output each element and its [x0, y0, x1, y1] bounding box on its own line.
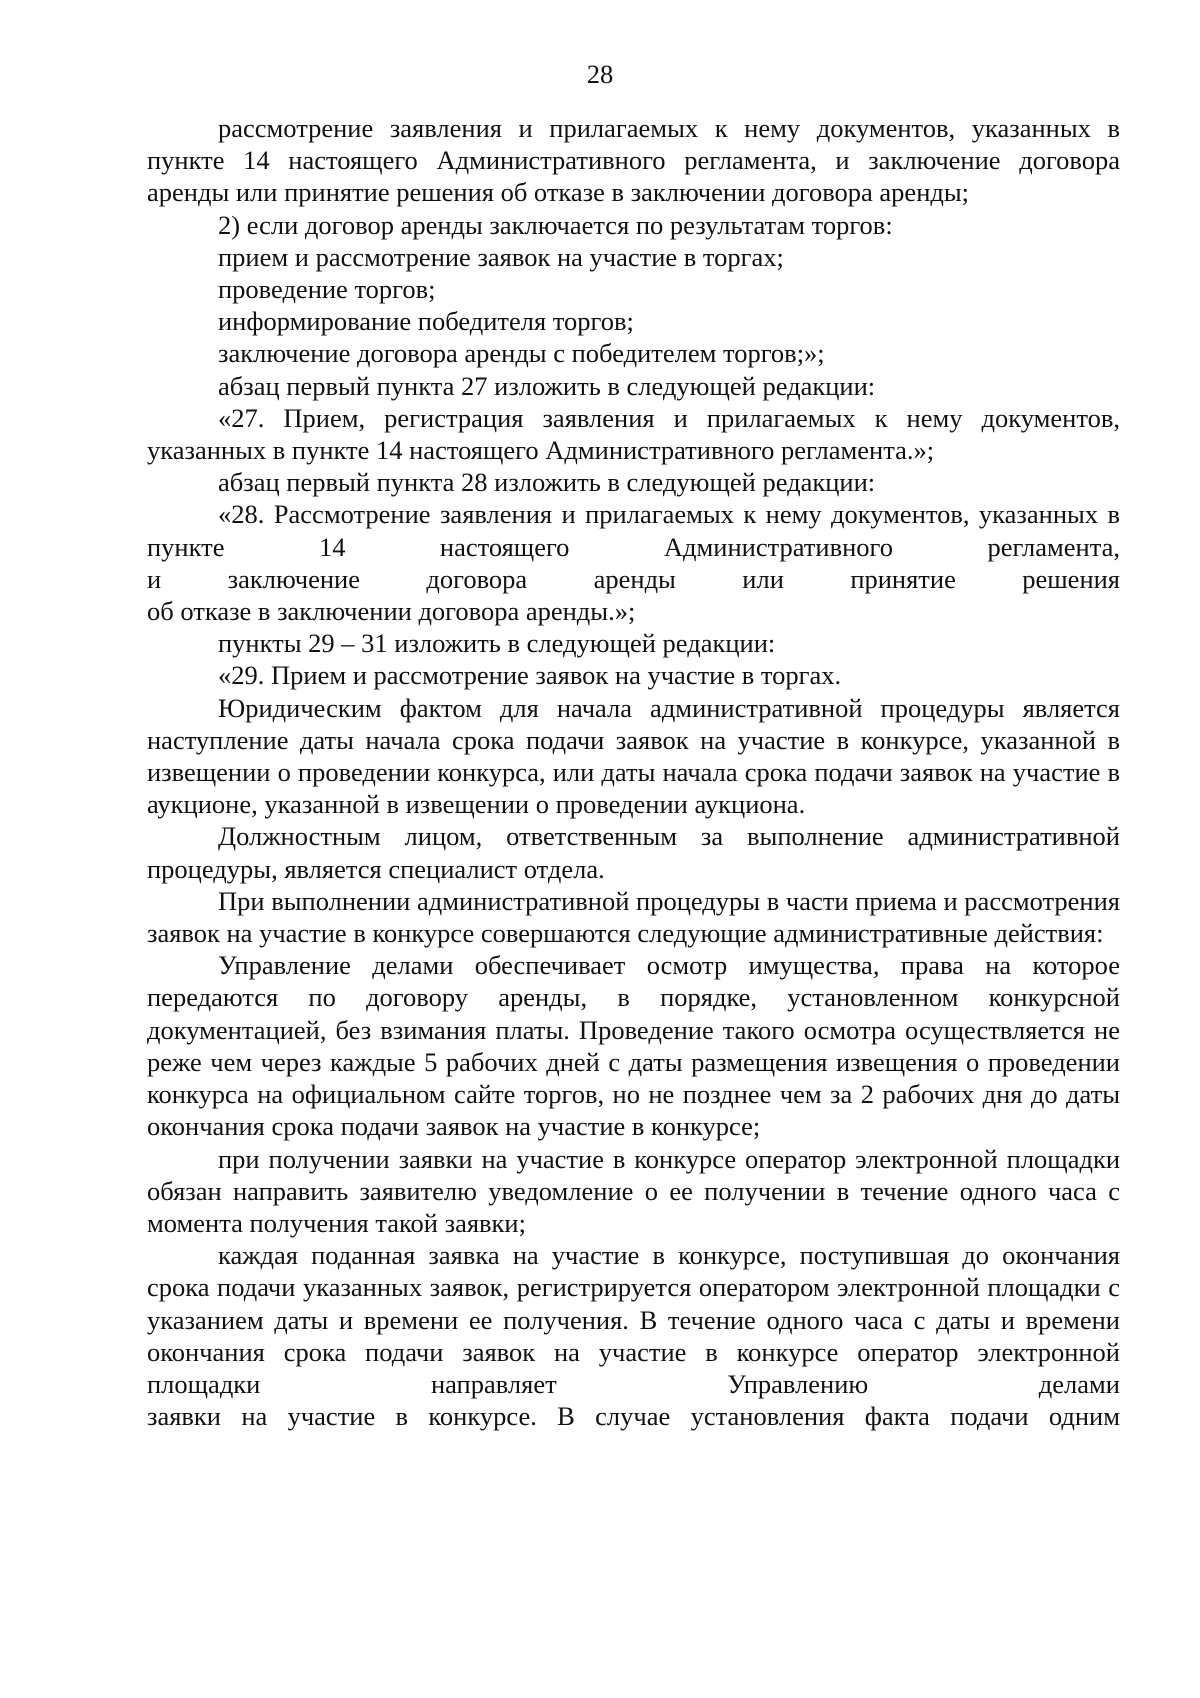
paragraph: абзац первый пункта 28 изложить в следующей редакции:: [218, 467, 876, 498]
paragraph: пункты 29 – 31 изложить в следующей редакции:: [218, 628, 776, 659]
paragraph: «29. Прием и рассмотрение заявок на участие в торгах.: [218, 660, 842, 691]
paragraph: Юридическим фактом для начала административной процедуры является наступление даты начала срока подачи заявок на участие в конкурсе, указанной в извещении о проведении конкурса, или даты начала срока подачи заявок на участие в аукционе, указанной в извещении о проведении аукциона.: [147, 692, 1120, 820]
paragraph: 2) если договор аренды заключается по результатам торгов:: [218, 209, 893, 240]
paragraph: проведение торгов;: [218, 274, 436, 305]
paragraph: и заключение договора аренды или принятие решения: [147, 563, 1120, 594]
page-number: 28: [586, 59, 614, 89]
document-body: [147, 112, 1120, 1432]
paragraph: заявки на участие в конкурсе. В случае установления факта подачи одним: [147, 1401, 1120, 1432]
paragraph: при получении заявки на участие в конкурсе оператор электронной площадки обязан направить заявителю уведомление о ее получении в течение одного часа с момента получения такой заявки;: [147, 1143, 1120, 1238]
paragraph: Управление делами обеспечивает осмотр имущества, права на которое передаются по договору аренды, в порядке, установленном конкурсной документацией, без взимания платы. Проведение такого осмотра осуществляется не реже чем через каждые 5 рабочих дней с даты размещения извещения о проведении конкурса на официальном сайте торгов, но не позднее чем за 2 рабочих дня до даты окончания срока подачи заявок на участие в конкурсе;: [147, 950, 1120, 1142]
paragraph: прием и рассмотрение заявок на участие в торгах;: [218, 241, 784, 272]
paragraph: об отказе в заключении договора аренды.»;: [147, 596, 636, 627]
paragraph: информирование победителя торгов;: [218, 306, 634, 337]
paragraph: «28. Рассмотрение заявления и прилагаемых к нему документов, указанных в пункте 14 настоящего Административного регламента,: [147, 499, 1120, 562]
paragraph: каждая поданная заявка на участие в конкурсе, поступившая до окончания срока подачи указанных заявок, регистрируется оператором электронной площадки с указанием даты и времени ее получения. В течение одного часа с даты и времени окончания срока подачи заявок на участие в конкурсе оператор электронной площадки направляет Управлению делами: [147, 1240, 1120, 1399]
paragraph: При выполнении административной процедуры в части приема и рассмотрения заявок на участие в конкурсе совершаются следующие административные действия:: [147, 885, 1120, 949]
paragraph: заключение договора аренды с победителем торгов;»;: [218, 338, 825, 369]
paragraph: «27. Прием, регистрация заявления и прилагаемых к нему документов, указанных в пункте 14 настоящего Административного регламента.»;: [147, 402, 1120, 466]
paragraph: абзац первый пункта 27 изложить в следующей редакции:: [218, 370, 876, 401]
paragraph: Должностным лицом, ответственным за выполнение административной процедуры, является специалист отдела.: [147, 821, 1120, 884]
paragraph: рассмотрение заявления и прилагаемых к нему документов, указанных в пункте 14 настоящего Административного регламента, и заключение договора аренды или принятие решения об отказе в заключении договора аренды;: [147, 113, 1120, 208]
